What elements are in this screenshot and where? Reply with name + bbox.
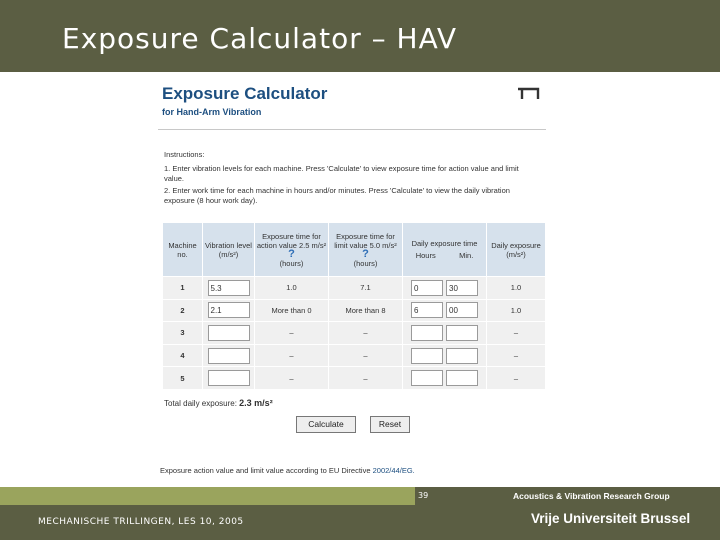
machine-number: 2 bbox=[163, 299, 203, 322]
vibration-input[interactable] bbox=[208, 370, 250, 386]
header-exposure-action bbox=[255, 223, 329, 277]
action-time: 1.0 bbox=[255, 277, 329, 300]
help-icon[interactable]: ? bbox=[362, 247, 369, 260]
daily-exposure: 1.0 bbox=[487, 277, 546, 300]
page-number: 39 bbox=[418, 491, 429, 500]
vibration-cell bbox=[203, 344, 255, 367]
table-row bbox=[163, 367, 546, 390]
header-machine-no-label: Machine no. bbox=[168, 240, 197, 259]
header-vibration-level-label: Vibration level (m/s²) bbox=[205, 240, 252, 259]
instruction-step-2: 2. Enter work time for each machine in hours and/or minutes. Press 'Calculate' to view the daily vibration exposure (8 hour work day). bbox=[164, 186, 510, 205]
table-row bbox=[163, 322, 546, 345]
slide-title: Exposure Calculator – HAV bbox=[62, 22, 458, 55]
minutes-input[interactable] bbox=[446, 325, 478, 341]
hours-input[interactable]: 6 bbox=[411, 302, 443, 318]
header-daily-exposure-label: Daily exposure (m/s²) bbox=[491, 240, 541, 259]
university-name: Vrije Universiteit Brussel bbox=[531, 511, 691, 526]
total-value: 2.3 m/s² bbox=[239, 398, 273, 408]
table-header-row bbox=[163, 223, 546, 277]
vibration-cell bbox=[203, 322, 255, 345]
daily-exposure: – bbox=[487, 322, 546, 345]
action-time: – bbox=[255, 367, 329, 390]
header-exposure-action-unit: (hours) bbox=[279, 258, 304, 268]
header-daily-exposure bbox=[487, 223, 546, 277]
footer bbox=[0, 487, 720, 540]
calculator-panel bbox=[158, 80, 550, 482]
header-exposure-limit bbox=[329, 223, 403, 277]
limit-time: – bbox=[329, 322, 403, 345]
vibration-input[interactable] bbox=[208, 348, 250, 364]
hours-input[interactable]: 0 bbox=[411, 280, 443, 296]
action-time: More than 0 bbox=[255, 299, 329, 322]
header-daily-time bbox=[403, 223, 487, 277]
header-exposure-action-label: Exposure time for action value 2.5 m/s² bbox=[256, 231, 327, 250]
calculator-subtitle: for Hand-Arm Vibration bbox=[162, 107, 262, 117]
work-time-cell bbox=[403, 367, 487, 390]
limit-time: More than 8 bbox=[329, 299, 403, 322]
total-label: Total daily exposure: bbox=[164, 399, 237, 408]
header-exposure-limit-unit: (hours) bbox=[353, 258, 378, 268]
machine-number: 5 bbox=[163, 367, 203, 390]
total-daily-exposure bbox=[164, 398, 273, 408]
minutes-input[interactable]: 30 bbox=[446, 280, 478, 296]
hours-input[interactable] bbox=[411, 348, 443, 364]
course-label: MECHANISCHE TRILLINGEN, LES 10, 2005 bbox=[38, 517, 244, 527]
limit-time: – bbox=[329, 344, 403, 367]
work-time-cell bbox=[403, 322, 487, 345]
header-machine-no bbox=[163, 223, 203, 277]
footnote-text: Exposure action value and limit value according to EU Directive bbox=[160, 466, 371, 475]
header-hours: Hours bbox=[415, 251, 436, 260]
hours-input[interactable] bbox=[411, 370, 443, 386]
work-time-cell bbox=[403, 344, 487, 367]
minutes-input[interactable]: 00 bbox=[446, 302, 478, 318]
limit-time: – bbox=[329, 367, 403, 390]
machine-number: 4 bbox=[163, 344, 203, 367]
action-time: – bbox=[255, 344, 329, 367]
minutes-input[interactable] bbox=[446, 370, 478, 386]
action-time: – bbox=[255, 322, 329, 345]
daily-exposure: – bbox=[487, 344, 546, 367]
limit-time: 7.1 bbox=[329, 277, 403, 300]
vibration-input[interactable]: 5.3 bbox=[208, 280, 250, 296]
daily-exposure: 1.0 bbox=[487, 299, 546, 322]
footer-accent-band bbox=[0, 487, 415, 505]
header-minutes: Min. bbox=[459, 251, 474, 260]
logo-icon bbox=[516, 86, 542, 100]
minutes-input[interactable] bbox=[446, 348, 478, 364]
directive-link[interactable]: 2002/44/EG. bbox=[372, 466, 415, 475]
header-daily-time-label: Daily exposure time bbox=[411, 239, 478, 248]
machine-number: 3 bbox=[163, 322, 203, 345]
table-row bbox=[163, 277, 546, 300]
table-row bbox=[163, 299, 546, 322]
footnote bbox=[160, 466, 415, 475]
title-bar bbox=[0, 0, 720, 72]
header-time-units bbox=[404, 251, 485, 260]
calculate-button[interactable]: Calculate bbox=[296, 416, 356, 433]
daily-exposure: – bbox=[487, 367, 546, 390]
help-icon[interactable]: ? bbox=[288, 247, 295, 260]
vibration-input[interactable] bbox=[208, 325, 250, 341]
reset-button[interactable]: Reset bbox=[370, 416, 410, 433]
table-row bbox=[163, 344, 546, 367]
instructions-heading: Instructions: bbox=[164, 150, 205, 159]
work-time-cell bbox=[403, 277, 487, 300]
header-exposure-limit-label: Exposure time for limit value 5.0 m/s² bbox=[334, 231, 397, 250]
vibration-input[interactable]: 2.1 bbox=[208, 302, 250, 318]
hours-input[interactable] bbox=[411, 325, 443, 341]
vibration-cell bbox=[203, 367, 255, 390]
work-time-cell bbox=[403, 299, 487, 322]
calculator-title: Exposure Calculator bbox=[162, 84, 328, 103]
exposure-table bbox=[162, 222, 546, 390]
machine-number: 1 bbox=[163, 277, 203, 300]
instruction-step-1: 1. Enter vibration levels for each machine. Press 'Calculate' to view exposure time for action value and limit value. bbox=[164, 164, 519, 183]
header-divider bbox=[158, 129, 546, 130]
header-vibration-level bbox=[203, 223, 255, 277]
vibration-cell bbox=[203, 277, 255, 300]
research-group: Acoustics & Vibration Research Group bbox=[513, 491, 670, 501]
vibration-cell bbox=[203, 299, 255, 322]
